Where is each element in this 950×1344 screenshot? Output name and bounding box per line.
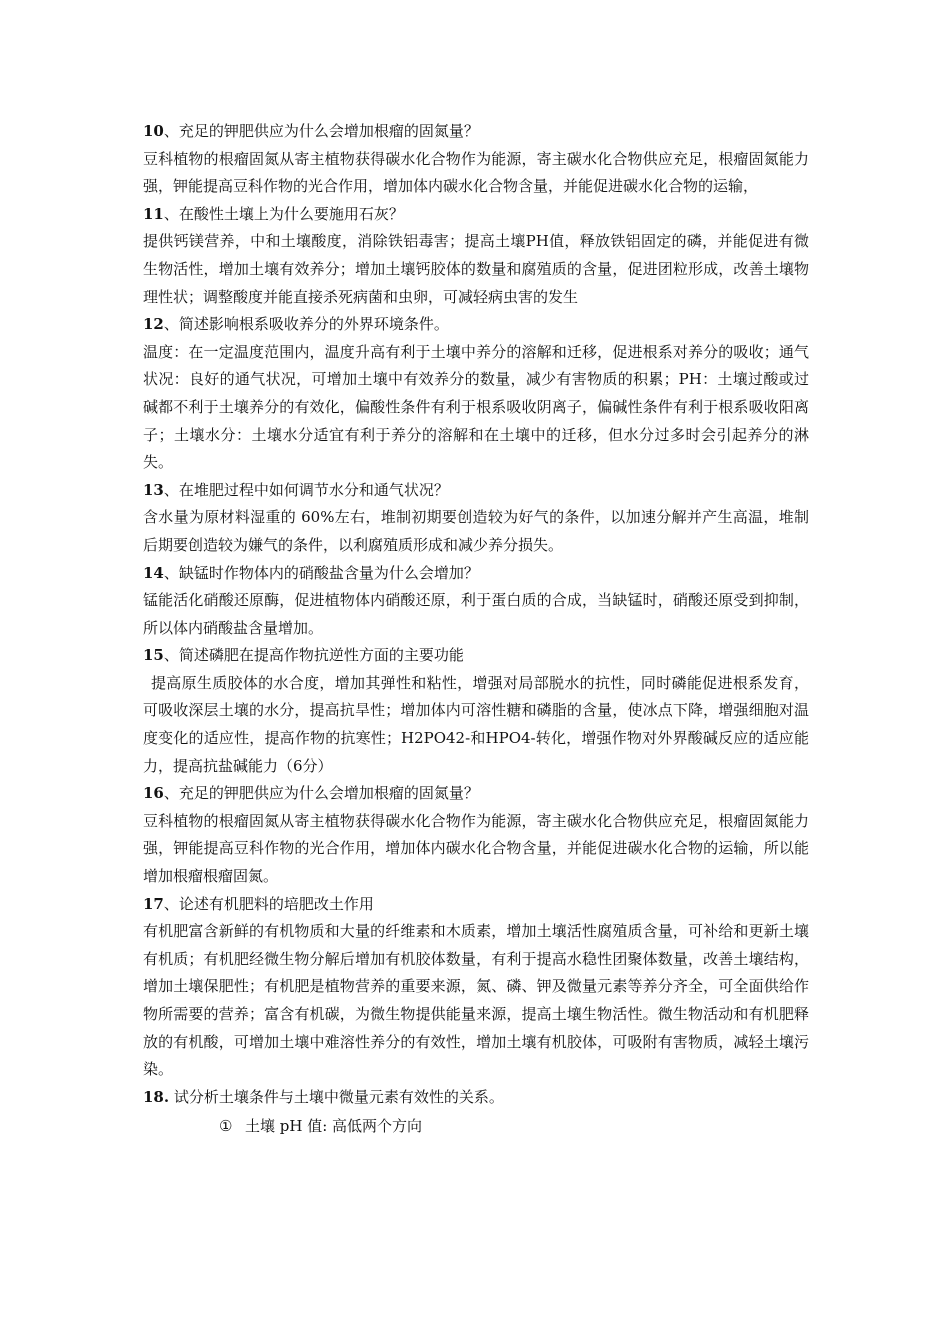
answer-text: 提供钙镁营养，中和土壤酸度，消除铁铝毒害；提高土壤PH值，释放铁铝固定的磷，并能促进有微生物活性，增加土壤有效养分；增加土壤钙胶体的数量和腐殖质的含量，促进团粒形成，改善土壤物理性状；调整酸度并能直接杀死病菌和虫卵，可减轻病虫害的发生 xyxy=(143,232,809,306)
question-title xyxy=(143,891,809,919)
question-block-14 xyxy=(143,560,809,643)
question-number: 15 xyxy=(143,646,164,665)
question-title xyxy=(143,118,809,146)
question-title xyxy=(143,477,809,505)
question-text: 、充足的钾肥供应为什么会增加根瘤的固氮量？ xyxy=(163,784,479,803)
question-text: 试分析土壤条件与土壤中微量元素有效性的关系。 xyxy=(169,1087,504,1106)
circled-number-marker: ① xyxy=(219,1117,233,1136)
question-block-13 xyxy=(143,477,809,560)
question-block-10 xyxy=(143,118,809,201)
question-title xyxy=(143,1084,809,1112)
question-number: 18. xyxy=(143,1087,170,1106)
question-block-17 xyxy=(143,891,809,1084)
question-block-18 xyxy=(143,1084,809,1141)
question-text: 、充足的钾肥供应为什么会增加根瘤的固氮量？ xyxy=(163,122,479,140)
document-page xyxy=(143,118,809,1141)
question-block-11 xyxy=(143,201,809,311)
question-text: 、在酸性土壤上为什么要施用石灰？ xyxy=(163,204,404,223)
question-title xyxy=(143,201,809,229)
question-text: 、简述影响根系吸收养分的外界环境条件。 xyxy=(163,315,449,334)
question-text: 、缺锰时作物体内的硝酸盐含量为什么会增加？ xyxy=(163,563,479,582)
answer-text: 温度：在一定温度范围内，温度升高有利于土壤中养分的溶解和迁移，促进根系对养分的吸收；通气状况：良好的通气状况，可增加土壤中有效养分的数量，减少有害物质的积累；PH：土壤过酸或过碱都不利于土壤养分的有效化，偏酸性条件有利于根系吸收阴离子，偏碱性条件有利于根系吸收阳离子；土壤水分：土壤水分适宜有利于养分的溶解和在土壤中的迁移，但水分过多时会引起养分的淋失。 xyxy=(143,342,809,472)
question-text: 、在堆肥过程中如何调节水分和通气状况？ xyxy=(163,480,449,499)
question-number: 11 xyxy=(143,204,164,223)
answer-text: 提高原生质胶体的水合度，增加其弹性和粘性，增强对局部脱水的抗性，同时磷能促进根系发育，可吸收深层土壤的水分，提高抗旱性；增加体内可溶性糖和磷脂的含量，使冰点下降，增强细胞对温度变化的适应性，提高作物的抗寒性；H2PO42-和HPO4-转化，增强作物对外界酸碱反应的适应能力，提高抗盐碱能力（6分） xyxy=(143,673,809,775)
answer-text: 锰能活化硝酸还原酶，促进植物体内硝酸还原，利于蛋白质的合成，当缺锰时，硝酸还原受到抑制，所以体内硝酸盐含量增加。 xyxy=(143,591,809,637)
question-number: 12 xyxy=(143,315,164,334)
question-title xyxy=(143,780,809,808)
question-number: 10 xyxy=(143,122,164,140)
question-title xyxy=(143,560,809,588)
question-number: 13 xyxy=(143,480,164,499)
question-number: 16 xyxy=(143,784,164,803)
answer-text: 有机肥富含新鲜的有机物质和大量的纤维素和木质素，增加土壤活性腐殖质含量，可补给和更新土壤有机质；有机肥经微生物分解后增加有机胶体数量，有利于提高水稳性团聚体数量，改善土壤结构，增加土壤保肥性；有机肥是植物营养的重要来源，氮、磷、钾及微量元素等养分齐全，可全面供给作物所需要的营养；富含有机碳，为微生物提供能量来源，提高土壤生物活性。微生物活动和有机肥释放的有机酸，可增加土壤中难溶性养分的有效性，增加土壤有机胶体，可吸附有害物质，减轻土壤污染。 xyxy=(143,922,809,1079)
sub-item-text: 土壤 pH 值: 高低两个方向 xyxy=(245,1117,423,1136)
question-block-16 xyxy=(143,780,809,890)
answer-text: 含水量为原材料湿重的 60%左右，堆制初期要创造较为好气的条件，以加速分解并产生高温，堆制后期要创造较为嫌气的条件，以利腐殖质形成和减少养分损失。 xyxy=(143,508,809,554)
question-text: 、论述有机肥料的培肥改土作用 xyxy=(163,894,374,913)
question-text: 、简述磷肥在提高作物抗逆性方面的主要功能 xyxy=(163,646,464,665)
answer-text: 豆科植物的根瘤固氮从寄主植物获得碳水化合物作为能源，寄主碳水化合物供应充足，根瘤固氮能力强，钾能提高豆科作物的光合作用，增加体内碳水化合物含量，并能促进碳水化合物的运输，所以能增加根瘤根瘤固氮。 xyxy=(143,811,809,886)
question-block-15 xyxy=(143,642,809,780)
answer-text: 豆科植物的根瘤固氮从寄主植物获得碳水化合物作为能源，寄主碳水化合物供应充足，根瘤固氮能力强，钾能提高豆科作物的光合作用，增加体内碳水化合物含量，并能促进碳水化合物的运输， xyxy=(143,149,809,196)
question-title xyxy=(143,311,809,339)
sub-item xyxy=(143,1113,809,1141)
question-number: 17 xyxy=(143,894,164,913)
question-block-12 xyxy=(143,311,809,477)
question-number: 14 xyxy=(143,563,164,582)
question-title xyxy=(143,642,809,670)
